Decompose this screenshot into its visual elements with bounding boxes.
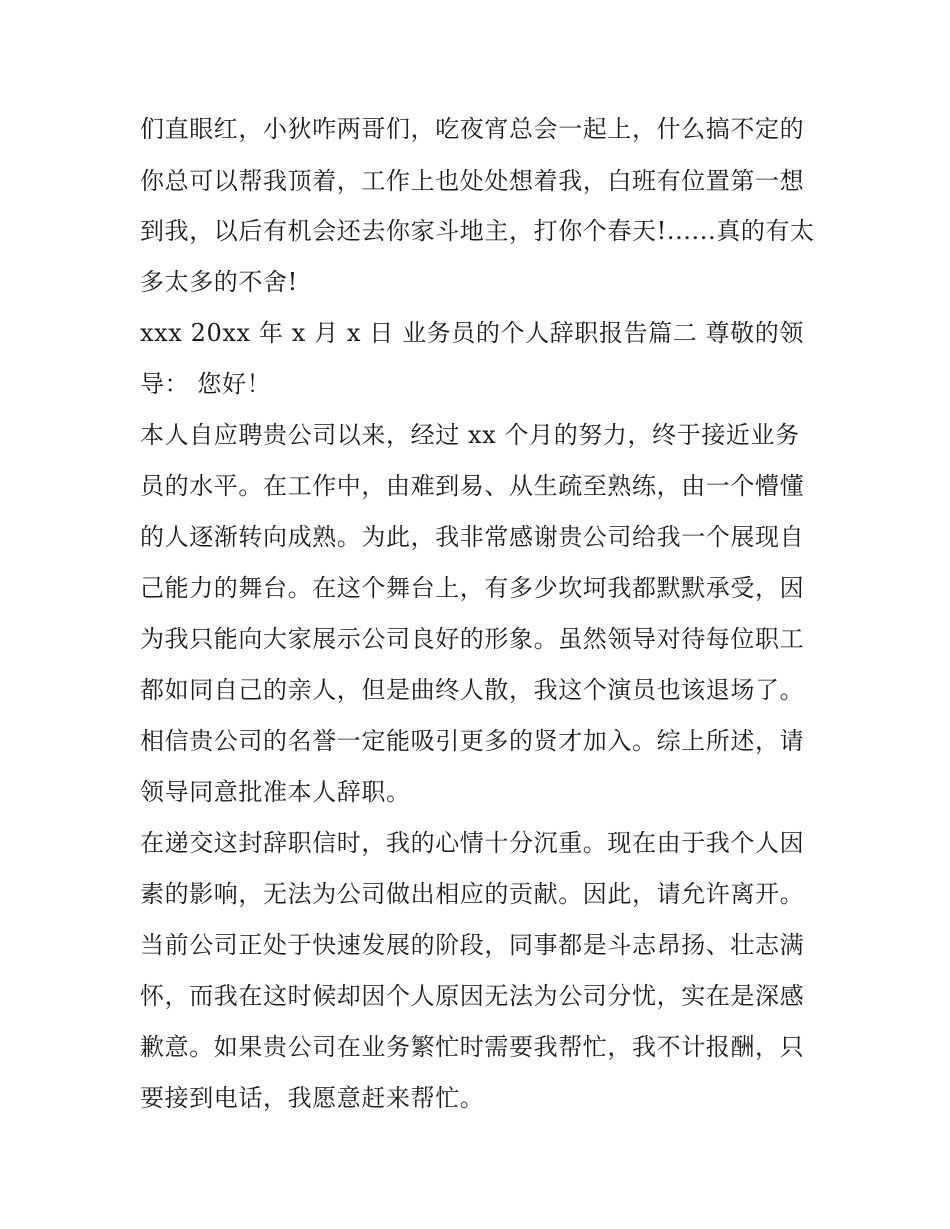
text-line: 员的水平。在工作中，由难到易、从生疏至熟练，由一个懵懂: [140, 472, 805, 500]
text-line: 都如同自己的亲人，但是曲终人散，我这个演员也该退场了。: [140, 676, 805, 704]
text-line: 领导同意批准本人辞职。: [140, 778, 411, 806]
text-line: 素的影响，无法为公司做出相应的贡献。因此，请允许离开。: [140, 880, 805, 908]
text-line: 们直眼红，小狄咋两哥们，吃夜宵总会一起上，什么搞不定的: [140, 115, 805, 143]
text-line: 相信贵公司的名誉一定能吸引更多的贤才加入。综上所述，请: [140, 727, 805, 755]
text-line: 为我只能向大家展示公司良好的形象。虽然领导对待每位职工: [140, 625, 805, 653]
text-line: 要接到电话，我愿意赶来帮忙。: [140, 1084, 485, 1112]
text-line: 在递交这封辞职信时，我的心情十分沉重。现在由于我个人因: [140, 829, 805, 857]
text-line: 你总可以帮我顶着，工作上也处处想着我，白班有位置第一想: [140, 167, 805, 195]
text-line: 导： 您好！: [140, 370, 272, 398]
text-line: xxx 20xx 年 x 月 x 日 业务员的个人辞职报告篇二 尊敬的领: [140, 319, 804, 347]
text-line: 多太多的不舍!: [140, 268, 298, 296]
text-line: 到我，以后有机会还去你家斗地主，打你个春天!......真的有太: [140, 217, 815, 245]
text-line: 的人逐渐转向成熟。为此，我非常感谢贵公司给我一个展现自: [140, 523, 805, 551]
text-line: 怀，而我在这时候却因个人原因无法为公司分忧，实在是深感: [140, 982, 805, 1010]
text-line: 本人自应聘贵公司以来，经过 xx 个月的努力，终于接近业务: [140, 421, 800, 449]
text-line: 己能力的舞台。在这个舞台上，有多少坎坷我都默默承受，因: [140, 574, 805, 602]
text-line: 当前公司正处于快速发展的阶段，同事都是斗志昂扬、壮志满: [140, 931, 805, 959]
text-line: 歉意。如果贵公司在业务繁忙时需要我帮忙，我不计报酬，只: [140, 1033, 805, 1061]
